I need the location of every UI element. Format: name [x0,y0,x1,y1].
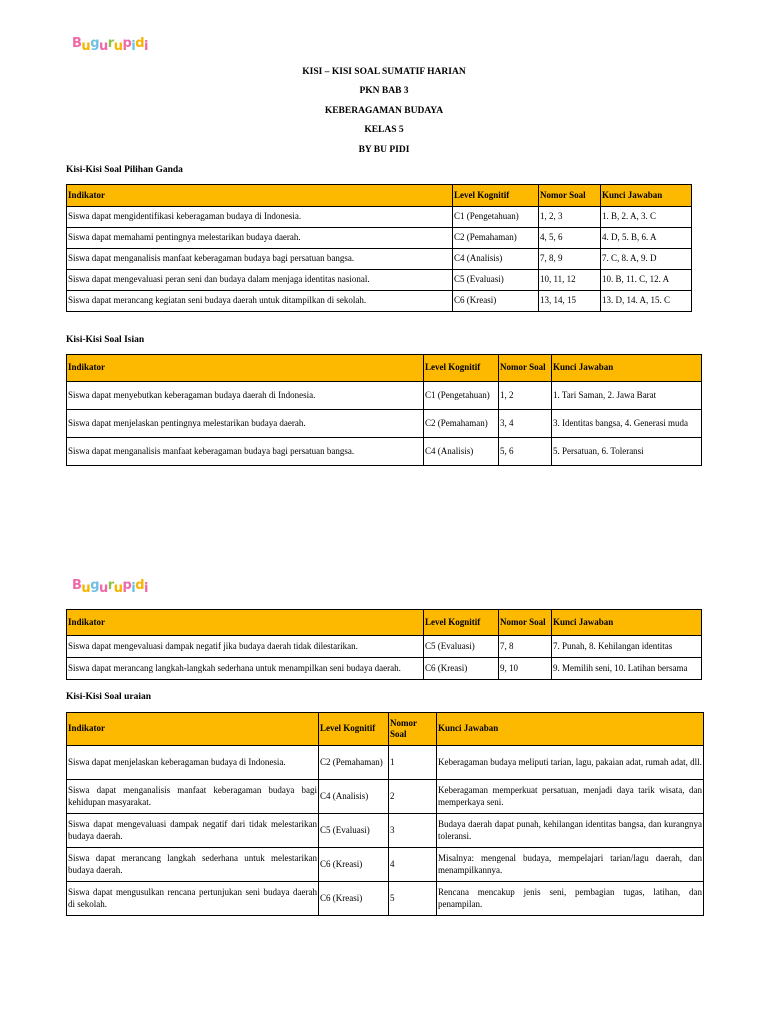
table-row [67,746,704,780]
col-nomor: Nomor Soal [539,185,601,207]
cell-nomor: 1, 2, 3 [539,207,601,228]
table-row [67,249,692,270]
logo-letter: r [107,578,114,593]
cell-level: C4 (Analisis) [453,249,539,270]
table-isian-continued [66,609,702,680]
cell-indikator: Siswa dapat merancang langkah-langkah sederhana untuk menampilkan seni budaya daerah. [67,658,424,680]
cell-kunci: 13. D, 14. A, 15. C [601,291,692,312]
cell-indikator: Siswa dapat memahami pentingnya melestarikan budaya daerah. [67,228,453,249]
table-row [67,207,692,228]
col-level: Level Kognitif [453,185,539,207]
col-kunci: Kunci Jawaban [552,610,702,636]
logo-letter: B [72,36,82,51]
cell-level: C6 (Kreasi) [319,882,389,916]
logo-letter: d [135,578,145,593]
section-title-uraian: Kisi-Kisi Soal uraian [66,692,151,702]
logo-letter: i [144,39,149,54]
table-row [67,410,702,438]
cell-nomor: 13, 14, 15 [539,291,601,312]
logo-letter: g [90,36,99,51]
cell-indikator: Siswa dapat mengevaluasi dampak negatif dari tidak melestarikan budaya daerah. [67,814,319,848]
table-row [67,438,702,466]
logo-letter: u [113,39,123,54]
cell-kunci: Misalnya: mengenal budaya, mempelajari tarian/lagu daerah, dan menampilkannya. [437,848,704,882]
logo-letter: B [72,578,82,593]
table-header-row [67,610,702,636]
cell-kunci: 1. Tari Saman, 2. Jawa Barat [552,382,702,410]
cell-nomor: 3, 4 [499,410,552,438]
cell-level: C4 (Analisis) [424,438,499,466]
cell-level: C2 (Pemahaman) [453,228,539,249]
logo-letter: d [135,36,145,51]
cell-kunci: 7. C, 8. A, 9. D [601,249,692,270]
cell-level: C6 (Kreasi) [319,848,389,882]
cell-nomor: 3 [389,814,437,848]
table-header-row [67,355,702,382]
table-row [67,382,702,410]
cell-indikator: Siswa dapat menyebutkan keberagaman budaya daerah di Indonesia. [67,382,424,410]
section-title-isian: Kisi-Kisi Soal Isian [66,335,145,345]
cell-nomor: 1, 2 [499,382,552,410]
logo-letter: g [90,578,99,593]
logo-letter: u [99,581,108,596]
cell-nomor: 9, 10 [499,658,552,680]
table-row [67,636,702,658]
table-uraian [66,712,704,916]
cell-nomor: 5 [389,882,437,916]
cell-nomor: 1 [389,746,437,780]
table-row [67,228,692,249]
cell-kunci: 5. Persatuan, 6. Toleransi [552,438,702,466]
cell-indikator: Siswa dapat mengevaluasi peran seni dan budaya dalam menjaga identitas nasional. [67,270,453,291]
col-indikator: Indikator [67,610,424,636]
cell-level: C5 (Evaluasi) [424,636,499,658]
cell-nomor: 7, 8 [499,636,552,658]
cell-kunci: 1. B, 2. A, 3. C [601,207,692,228]
col-nomor: Nomor Soal [389,713,437,746]
col-level: Level Kognitif [319,713,389,746]
cell-level: C2 (Pemahaman) [319,746,389,780]
logo-letter: u [81,39,91,54]
cell-nomor: 10, 11, 12 [539,270,601,291]
col-nomor: Nomor Soal [499,355,552,382]
table-row [67,882,704,916]
cell-indikator: Siswa dapat menganalisis manfaat keberagaman budaya bagi kehidupan masyarakat. [67,780,319,814]
cell-nomor: 7, 8, 9 [539,249,601,270]
cell-indikator: Siswa dapat mengidentifikasi keberagaman budaya di Indonesia. [67,207,453,228]
doc-title: KISI – KISI SOAL SUMATIF HARIAN [302,67,466,77]
cell-kunci: 9. Memilih seni, 10. Latihan bersama [552,658,702,680]
col-kunci: Kunci Jawaban [601,185,692,207]
table-header-row [67,185,692,207]
cell-indikator: Siswa dapat merancang langkah sederhana untuk melestarikan budaya daerah. [67,848,319,882]
cell-indikator: Siswa dapat menganalisis manfaat keberagaman budaya bagi persatuan bangsa. [67,249,453,270]
table-header-row [67,713,704,746]
table-row [67,270,692,291]
table-row [67,291,692,312]
cell-kunci: Rencana mencakup jenis seni, pembagian tugas, latihan, dan penampilan. [437,882,704,916]
logo-letter: i [131,581,136,596]
table-row [67,780,704,814]
logo-letter: u [113,581,123,596]
cell-kunci: Budaya daerah dapat punah, kehilangan identitas bangsa, dan kurangnya toleransi. [437,814,704,848]
cell-kunci: Keberagaman memperkuat persatuan, menjadi daya tarik wisata, dan memperkaya seni. [437,780,704,814]
cell-level: C1 (Pengetahuan) [424,382,499,410]
col-indikator: Indikator [67,185,453,207]
doc-subject: PKN BAB 3 [359,86,409,96]
col-indikator: Indikator [67,355,424,382]
cell-nomor: 2 [389,780,437,814]
logo-letter: p [122,578,132,593]
cell-level: C2 (Pemahaman) [424,410,499,438]
cell-indikator: Siswa dapat mengusulkan rencana pertunjukan seni budaya daerah di sekolah. [67,882,319,916]
cell-indikator: Siswa dapat mengevaluasi dampak negatif jika budaya daerah tidak dilestarikan. [67,636,424,658]
cell-indikator: Siswa dapat merancang kegiatan seni budaya daerah untuk ditampilkan di sekolah. [67,291,453,312]
col-indikator: Indikator [67,713,319,746]
table-row [67,658,702,680]
cell-indikator: Siswa dapat menjelaskan keberagaman budaya di Indonesia. [67,746,319,780]
logo-letter: u [99,39,108,54]
cell-kunci: Keberagaman budaya meliputi tarian, lagu, pakaian adat, rumah adat, dll. [437,746,704,780]
cell-level: C4 (Analisis) [319,780,389,814]
cell-indikator: Siswa dapat menjelaskan pentingnya melestarikan budaya daerah. [67,410,424,438]
cell-kunci: 10. B, 11. C, 12. A [601,270,692,291]
cell-level: C5 (Evaluasi) [453,270,539,291]
cell-nomor: 4 [389,848,437,882]
doc-topic: KEBERAGAMAN BUDAYA [324,106,444,116]
logo-letter: r [107,36,114,51]
logo-letter: i [131,39,136,54]
section-title-pg: Kisi-Kisi Soal Pilihan Ganda [66,165,183,175]
col-kunci: Kunci Jawaban [437,713,704,746]
table-row [67,848,704,882]
cell-level: C6 (Kreasi) [424,658,499,680]
col-kunci: Kunci Jawaban [552,355,702,382]
cell-kunci: 4. D, 5. B, 6. A [601,228,692,249]
cell-nomor: 5, 6 [499,438,552,466]
cell-level: C5 (Evaluasi) [319,814,389,848]
table-isian [66,354,702,466]
logo-top [72,36,149,54]
cell-nomor: 4, 5, 6 [539,228,601,249]
table-pilihan-ganda [66,184,692,312]
col-level: Level Kognitif [424,610,499,636]
table-row [67,814,704,848]
cell-level: C1 (Pengetahuan) [453,207,539,228]
col-nomor: Nomor Soal [499,610,552,636]
logo-second [72,578,149,596]
cell-kunci: 3. Identitas bangsa, 4. Generasi muda [552,410,702,438]
doc-author: BY BU PIDI [358,145,410,155]
cell-level: C6 (Kreasi) [453,291,539,312]
col-level: Level Kognitif [424,355,499,382]
cell-indikator: Siswa dapat menganalisis manfaat keberagaman budaya bagi persatuan bangsa. [67,438,424,466]
cell-kunci: 7. Punah, 8. Kehilangan identitas [552,636,702,658]
logo-letter: i [144,581,149,596]
logo-letter: u [81,581,91,596]
logo-letter: p [122,36,132,51]
doc-class: KELAS 5 [364,125,404,135]
